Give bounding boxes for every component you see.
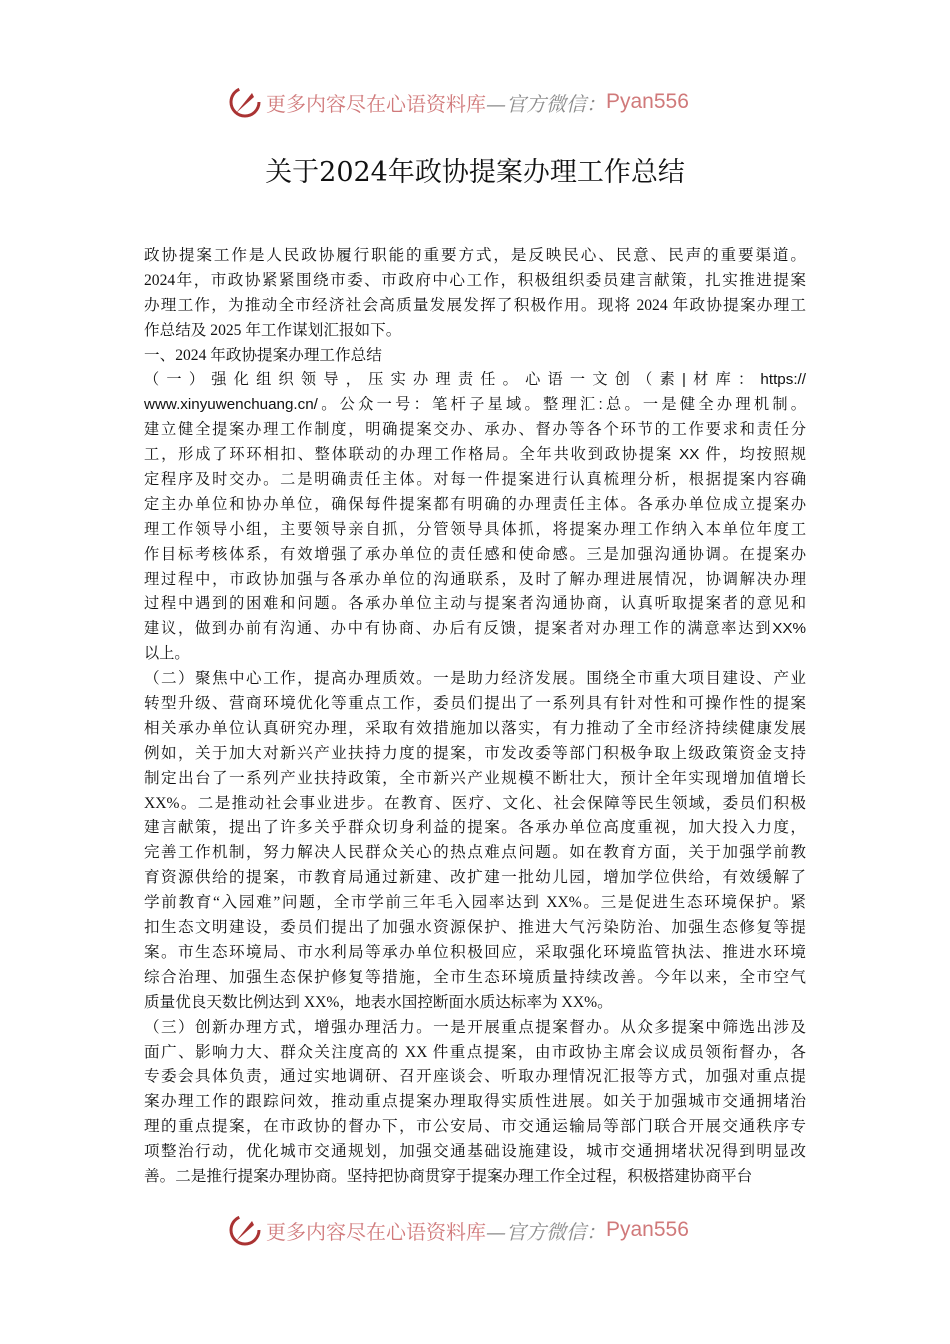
text-line: 一、2024 年政协提案办理工作总结 [144, 346, 382, 364]
text-line: www.xinyuwenchuang.cn/。公众一号：笔杆子星域。整理汇:总。一是健全办理机制。 [144, 396, 806, 414]
text-line: 善。二是推行提案办理协商。坚持把协商贯穿于提案办理工作全过程，积极搭建协商平台 [144, 1167, 753, 1185]
watermark-text: 更多内容尽在心语资料库 [266, 91, 486, 116]
text-line: 理过程中，市政协加强与各承办单位的沟通联系，及时了解办理进展情况，协调解决办理 [144, 570, 806, 588]
text-line: 作总结及 2025 年工作谋划汇报如下。 [144, 321, 402, 339]
text-line: 转型升级、营商环境优化等重点工作，委员们提出了一系列具有针对性和可操作性的提案 [144, 695, 806, 713]
quill-logo-icon [228, 85, 262, 119]
text-line: 案办理工作的跟踪问效，推动重点提案办理取得实质性进展。如关于加强城市交通拥堵治 [144, 1093, 806, 1111]
text-line: 扣生态文明建设，委员们提出了加强水资源保护、推进大气污染防治、加强生态修复等提 [144, 919, 806, 937]
watermark-text: 更多内容尽在心语资料库 [266, 1219, 486, 1244]
paragraph [144, 244, 806, 344]
text-line: （一）强化组织领导，压实办理责任。心语一文创（素|材库：https:// [144, 371, 806, 389]
text-line: （三）创新办理方式，增强办理活力。一是开展重点提案督办。从众多提案中筛选出涉及 [144, 1018, 806, 1036]
watermark-id: Pyan556 [606, 90, 689, 113]
text-line: 建言献策，提出了许多关乎群众切身利益的提案。各承办单位高度重视，加大投入力度， [144, 819, 806, 837]
text-line: 完善工作机制，努力解决人民群众关心的热点难点问题。如在教育方面，关于加强学前教 [144, 844, 806, 862]
text-line: 建议，做到办前有沟通、办中有协商、办后有反馈，提案者对办理工作的满意率达到XX% [144, 620, 806, 638]
document-title: 关于2024年政协提案办理工作总结 [265, 157, 685, 188]
text-line: 制定出台了一系列产业扶持政策，全市新兴产业规模不断壮大，预计全年实现增加值增长 [144, 769, 806, 787]
text-line: 例如，关于加大对新兴产业扶持力度的提案，市发改委等部门积极争取上级政策资金支持 [144, 744, 806, 762]
text-line: 工，形成了环环相扣、整体联动的办理工作格局。全年共收到政协提案 XX 件，均按照规 [144, 446, 806, 464]
text-line: 理工作领导小组，主要领导亲自抓，分管领导具体抓，将提案办理工作纳入本单位年度工 [144, 520, 806, 538]
text-line: 专委会具体负责，通过实地调研、召开座谈会、听取办理情况汇报等方式，加强对重点提 [144, 1068, 806, 1086]
paragraph [144, 667, 806, 1015]
text-line: 学前教育“入园难”问题，全市学前三年毛入园率达到 XX%。三是促进生态环境保护。紧 [144, 894, 806, 912]
text-line: 以上。 [144, 645, 190, 663]
watermark-text: —官方微信： [486, 1219, 606, 1244]
text-line: 项整治行动，优化城市交通规划，加强交通基础设施建设，城市交通拥堵状况得到明显改 [144, 1143, 806, 1161]
watermark-id: Pyan556 [606, 1218, 689, 1241]
text-line: 过程中遇到的困难和问题。各承办单位主动与提案者沟通协商，认真听取提案者的意见和 [144, 595, 806, 613]
paragraph [144, 1016, 806, 1190]
text-line: 作目标考核体系，有效增强了承办单位的责任感和使命感。三是加强沟通协调。在提案办 [144, 545, 806, 563]
text-line: 定程序及时交办。二是明确责任主体。对每一件提案进行认真梳理分析，根据提案内容确 [144, 471, 806, 489]
text-line: 理的重点提案，在市政协的督办下，市公安局、市交通运输局等部门联合开展交通秩序专 [144, 1118, 806, 1136]
text-line: 相关承办单位认真研究办理，采取有效措施加以落实，有力推动了全市经济持续健康发展 [144, 719, 806, 737]
footer-watermark [228, 1210, 728, 1250]
text-line: XX%。二是推动社会事业进步。在教育、医疗、文化、社会保障等民生领域，委员们积极 [144, 794, 806, 812]
watermark-text: —官方微信： [486, 91, 606, 116]
text-line: 综合治理、加强生态保护修复等措施，全市生态环境质量持续改善。今年以来，全市空气 [144, 968, 806, 986]
text-line: 办理工作，为推动全市经济社会高质量发展发挥了积极作用。现将 2024 年政协提案办理工 [144, 296, 806, 314]
text-line: 育资源供给的提案，市教育局通过新建、改扩建一批幼儿园，增加学位供给，有效缓解了 [144, 869, 806, 887]
section-heading [144, 344, 806, 369]
text-line: 定主办单位和协办单位，确保每件提案都有明确的办理责任主体。各承办单位成立提案办 [144, 495, 806, 513]
paragraph [144, 368, 806, 667]
text-line: 案。市生态环境局、市水利局等承办单位积极回应，采取强化环境监管执法、推进水环境 [144, 943, 806, 961]
text-line: 建立健全提案办理工作制度，明确提案交办、承办、督办等各个环节的工作要求和责任分 [144, 421, 806, 439]
header-watermark [228, 82, 728, 122]
document-body [144, 244, 806, 1190]
text-line: 质量优良天数比例达到 XX%，地表水国控断面水质达标率为 XX%。 [144, 993, 613, 1011]
text-line: 政协提案工作是人民政协履行职能的重要方式，是反映民心、民意、民声的重要渠道。 [144, 247, 806, 264]
text-line: 2024年，市政协紧紧围绕市委、市政府中心工作，积极组织委员建言献策，扎实推进提案 [144, 271, 806, 289]
text-line: 面广、影响力大、群众关注度高的 XX 件重点提案，由市政协主席会议成员领衔督办，各 [144, 1043, 806, 1061]
quill-logo-icon [228, 1213, 262, 1247]
text-line: （二）聚焦中心工作，提高办理质效。一是助力经济发展。围绕全市重大项目建设、产业 [144, 670, 806, 688]
